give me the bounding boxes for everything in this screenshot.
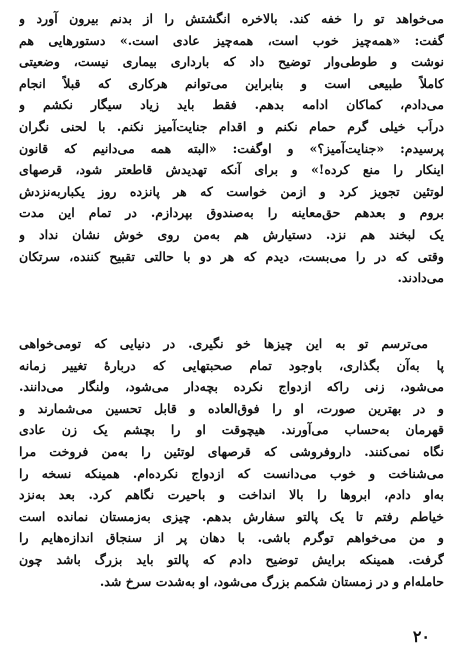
text-line: می‌شود، زنی راکه ازدواج نکرده بچه‌دار می‌شود، ولنگار می‌دانند. — [19, 379, 444, 395]
text-line: بروم و بعدهم حق‌معاینه را به‌صندوق بپردازم. در تمام این مدت — [19, 205, 444, 221]
text-line: می‌دادم، کماکان ادامه بدهم. فقط باید زیاد سیگار نکشم و — [19, 97, 444, 113]
text-line: کاملاً طبیعی است و بنابراین می‌توانم هرکاری که قبلاً انجام — [19, 75, 444, 91]
text-line: گرفت. همینکه برایش توضیح دادم که پالتو باید بزرگ باشد چون — [19, 551, 444, 567]
text-line: قهرمان به‌حساب می‌آورند. هیچوقت او را بچشم یک زن عادی — [19, 422, 444, 438]
text-line: پرسیدم: «جنایت‌آمیز؟» و اوگفت: «البته همه می‌دانیم که قانون — [19, 140, 444, 156]
text-line: یک لبخند هم نزد. دستیارش هم به‌من روی خوش نشان نداد و — [19, 226, 444, 242]
text-line: و من می‌خواهم توگرم باشی. با دهان پر از سنجاق اندازه‌هایم را — [19, 530, 444, 546]
paragraph-1 — [19, 8, 444, 289]
text-line: می‌شناخت و خوب می‌دانست که ازدواج نکرده‌ام. همینکه نسخه را — [19, 465, 444, 481]
text-line: و در بهترین صورت، او را فوق‌العاده و قابل تحسین می‌شمارند و — [19, 400, 444, 416]
text-line: به‌او دادم، ابروها را بالا انداخت و باحیرت نگاهم کرد. بعد به‌نزد — [19, 487, 444, 503]
page-number: ۲۰ — [412, 627, 430, 646]
text-line: وقتی که در را می‌بست، دیدم که هر دو با حالتی تقبیح کننده، سرتکان — [19, 248, 444, 264]
text-line: خیاطم رفتم تا یک پالتو سفارش بدهم. چیزی به‌زمستان نمانده است — [19, 508, 444, 524]
text-line: لوتئین تجویز کرد و ازمن خواست که هر پانزده روز یکباربه‌نزدش — [19, 183, 444, 199]
text-line: اینکار را منع کرده!» و برای آنکه تهدیدش قاطعتر شود، قرصهای — [19, 162, 444, 178]
text-line: دراَب خیلی گرم حمام نکنم و اقدام جنایت‌آمیز نکنم. با لحنی نگران — [19, 118, 444, 134]
text-line: پا به‌آن بگذاری، باوجود تمام صحبتهایی که دربارهٔ تغییر زمانه — [19, 357, 444, 373]
text-line: می‌دادند. — [397, 270, 444, 286]
text-line: می‌خواهد تو را خفه کند. بالاخره انگشتش را از بدنم بیرون آورد و — [19, 11, 444, 26]
paragraph-2 — [19, 333, 444, 592]
text-line: می‌ترسم تو به این چیزها خو نگیری. در دنیایی که تومی‌خواهی — [19, 336, 428, 351]
text-line: نوشت و طوطی‌وار توضیح داد که بارداری بیماری نیست، وضعیتی — [19, 54, 444, 70]
text-line: گفت: «همه‌چیز خوب است، همه‌چیز عادی است.» دستورهایی هم — [19, 32, 444, 48]
text-line: نگاه نمی‌کنند. داروفروشی که قرصهای لوتئین را به‌من فروخت مرا — [19, 443, 444, 459]
text-line: حامله‌ام و در زمستان شکمم بزرگ می‌شود، او به‌شدت سرخ شد. — [99, 573, 444, 589]
